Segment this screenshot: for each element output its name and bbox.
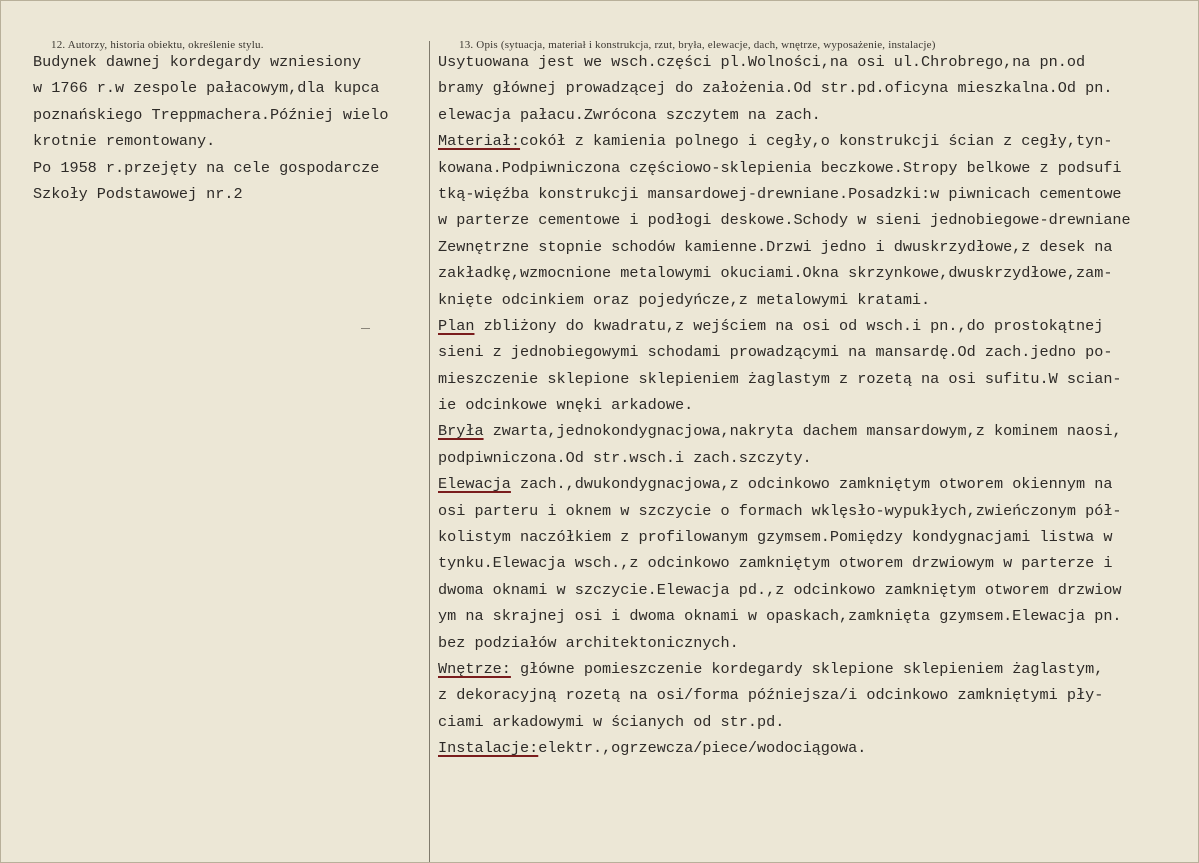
description-line <box>438 260 1198 286</box>
description-line <box>438 366 1198 392</box>
description-line <box>438 603 1198 629</box>
description-line <box>438 577 1198 603</box>
line-text: elektr.,ogrzewcza/piece/wodociągowa. <box>538 739 867 758</box>
description-line <box>438 392 1198 418</box>
line-text: Zewnętrzne stopnie schodów kamienne.Drzwi jedno i dwuskrzydłowe,z desek na <box>438 237 1113 256</box>
line-text: ciami arkadowymi w ścianych od str.pd. <box>438 712 785 731</box>
line-text: tynku.Elewacja wsch.,z odcinkowo zamkniętym otworem drzwiowym w parterze i <box>438 554 1113 573</box>
line-text: z dekoracyjną rozetą na osi/forma późniejsza/i odcinkowo zamkniętymi pły- <box>438 686 1104 705</box>
line-text: w parterze cementowe i podłogi deskowe.Schody w sieni jednobiegowe-drewniane <box>438 211 1131 230</box>
line-text: dwoma oknami w szczycie.Elewacja pd.,z odcinkowo zamkniętym otworem drzwiow <box>438 580 1122 599</box>
line-text: tką-więźba konstrukcji mansardowej-drewniane.Posadzki:w piwnicach cementowe <box>438 184 1122 203</box>
description-line <box>438 630 1198 656</box>
description-line <box>438 550 1198 576</box>
description-line <box>438 49 1198 75</box>
line-text: osi parteru i oknem w szczycie o formach wklęsło-wypukłych,zwieńczonym pół- <box>438 501 1122 520</box>
section-label: Materiał: <box>438 132 521 151</box>
description-line <box>438 313 1198 339</box>
description-line <box>438 498 1198 524</box>
description-line <box>438 656 1198 682</box>
description-line <box>438 471 1198 497</box>
line-text: knięte odcinkiem oraz pojedyńcze,z metalowymi kratami. <box>438 290 931 309</box>
line-text: mieszczenie sklepione sklepieniem żaglastym z rozetą na osi sufitu.W scian- <box>438 369 1122 388</box>
line-text: Usytuowana jest we wsch.części pl.Wolności,na osi ul.Chrobrego,na pn.od <box>438 53 1086 71</box>
description-line <box>438 735 1198 761</box>
line-text: zach.,dwukondygnacjowa,z odcinkowo zamkniętym otworem okiennym na <box>510 475 1113 494</box>
history-text <box>33 49 428 207</box>
section-label: Instalacje: <box>438 739 539 758</box>
line-text: elewacja pałacu.Zwrócona szczytem na zach. <box>438 105 821 124</box>
section-12-header: 12. Autorzy, historia obiektu, określenie stylu. <box>51 39 264 51</box>
description-text <box>438 49 1198 762</box>
line-text: główne pomieszczenie kordegardy sklepione sklepieniem żaglastym, <box>510 659 1104 678</box>
description-line <box>438 128 1198 154</box>
description-line <box>438 709 1198 735</box>
description-line <box>438 682 1198 708</box>
history-line: Budynek dawnej kordegardy wzniesiony <box>33 53 362 71</box>
description-line <box>438 155 1198 181</box>
line-text: podpiwniczona.Od str.wsch.i zach.szczyty. <box>438 448 812 467</box>
description-line <box>438 207 1198 233</box>
description-line <box>438 339 1198 365</box>
description-line <box>438 287 1198 313</box>
line-text: kowana.Podpiwniczona częściowo-sklepienia beczkowe.Stropy belkowe z podsufi <box>438 158 1122 177</box>
line-text: zwarta,jednokondygnacjowa,nakryta dachem mansardowym,z kominem naosi, <box>483 422 1122 441</box>
line-text: zakładkę,wzmocnione metalowymi okuciami.Okna skrzynkowe,dwuskrzydłowe,zam- <box>438 264 1113 283</box>
section-13-header: 13. Opis (sytuacja, materiał i konstrukcja, rzut, bryła, elewacje, dach, wnętrze, wyposażenie, instalacje) <box>459 39 936 51</box>
description-line <box>438 102 1198 128</box>
description-line <box>438 234 1198 260</box>
description-line <box>438 445 1198 471</box>
column-divider <box>429 41 430 863</box>
section-label: Elewacja <box>438 475 511 494</box>
history-line: w 1766 r.w zespole pałacowym,dla kupca <box>33 79 380 98</box>
history-line: Po 1958 r.przejęty na cele gospodarcze <box>33 158 380 177</box>
description-line <box>438 181 1198 207</box>
description-line <box>438 524 1198 550</box>
history-line: krotnie remontowany. <box>33 132 216 151</box>
line-text: ym na skrajnej osi i dwoma oknami w opaskach,zamknięta gzymsem.Elewacja pn. <box>438 607 1122 626</box>
line-text: sieni z jednobiegowymi schodami prowadzącymi na mansardę.Od zach.jedno po- <box>438 343 1113 362</box>
history-line: poznańskiego Treppmachera.Później wielo <box>33 105 389 124</box>
history-line: Szkoły Podstawowej nr.2 <box>33 184 243 203</box>
line-text: kolistym naczółkiem z profilowanym gzymsem.Pomiędzy kondygnacjami listwa w <box>438 528 1113 547</box>
line-text: zbliżony do kwadratu,z wejściem na osi od wsch.i pn.,do prostokątnej <box>474 316 1104 335</box>
line-text: ie odcinkowe wnęki arkadowe. <box>438 396 694 415</box>
section-label: Wnętrze: <box>438 659 511 678</box>
description-line <box>438 418 1198 444</box>
line-text: bramy głównej prowadzącej do założenia.Od str.pd.oficyna mieszkalna.Od pn. <box>438 79 1113 98</box>
section-label: Bryła <box>438 422 484 441</box>
description-line <box>438 75 1198 101</box>
line-text: bez podziałów architektonicznych. <box>438 633 739 652</box>
section-label: Plan <box>438 316 475 335</box>
line-text: cokół z kamienia polnego i cegły,o konstrukcji ścian z cegły,tyn- <box>520 132 1113 151</box>
pencil-mark <box>361 328 370 329</box>
